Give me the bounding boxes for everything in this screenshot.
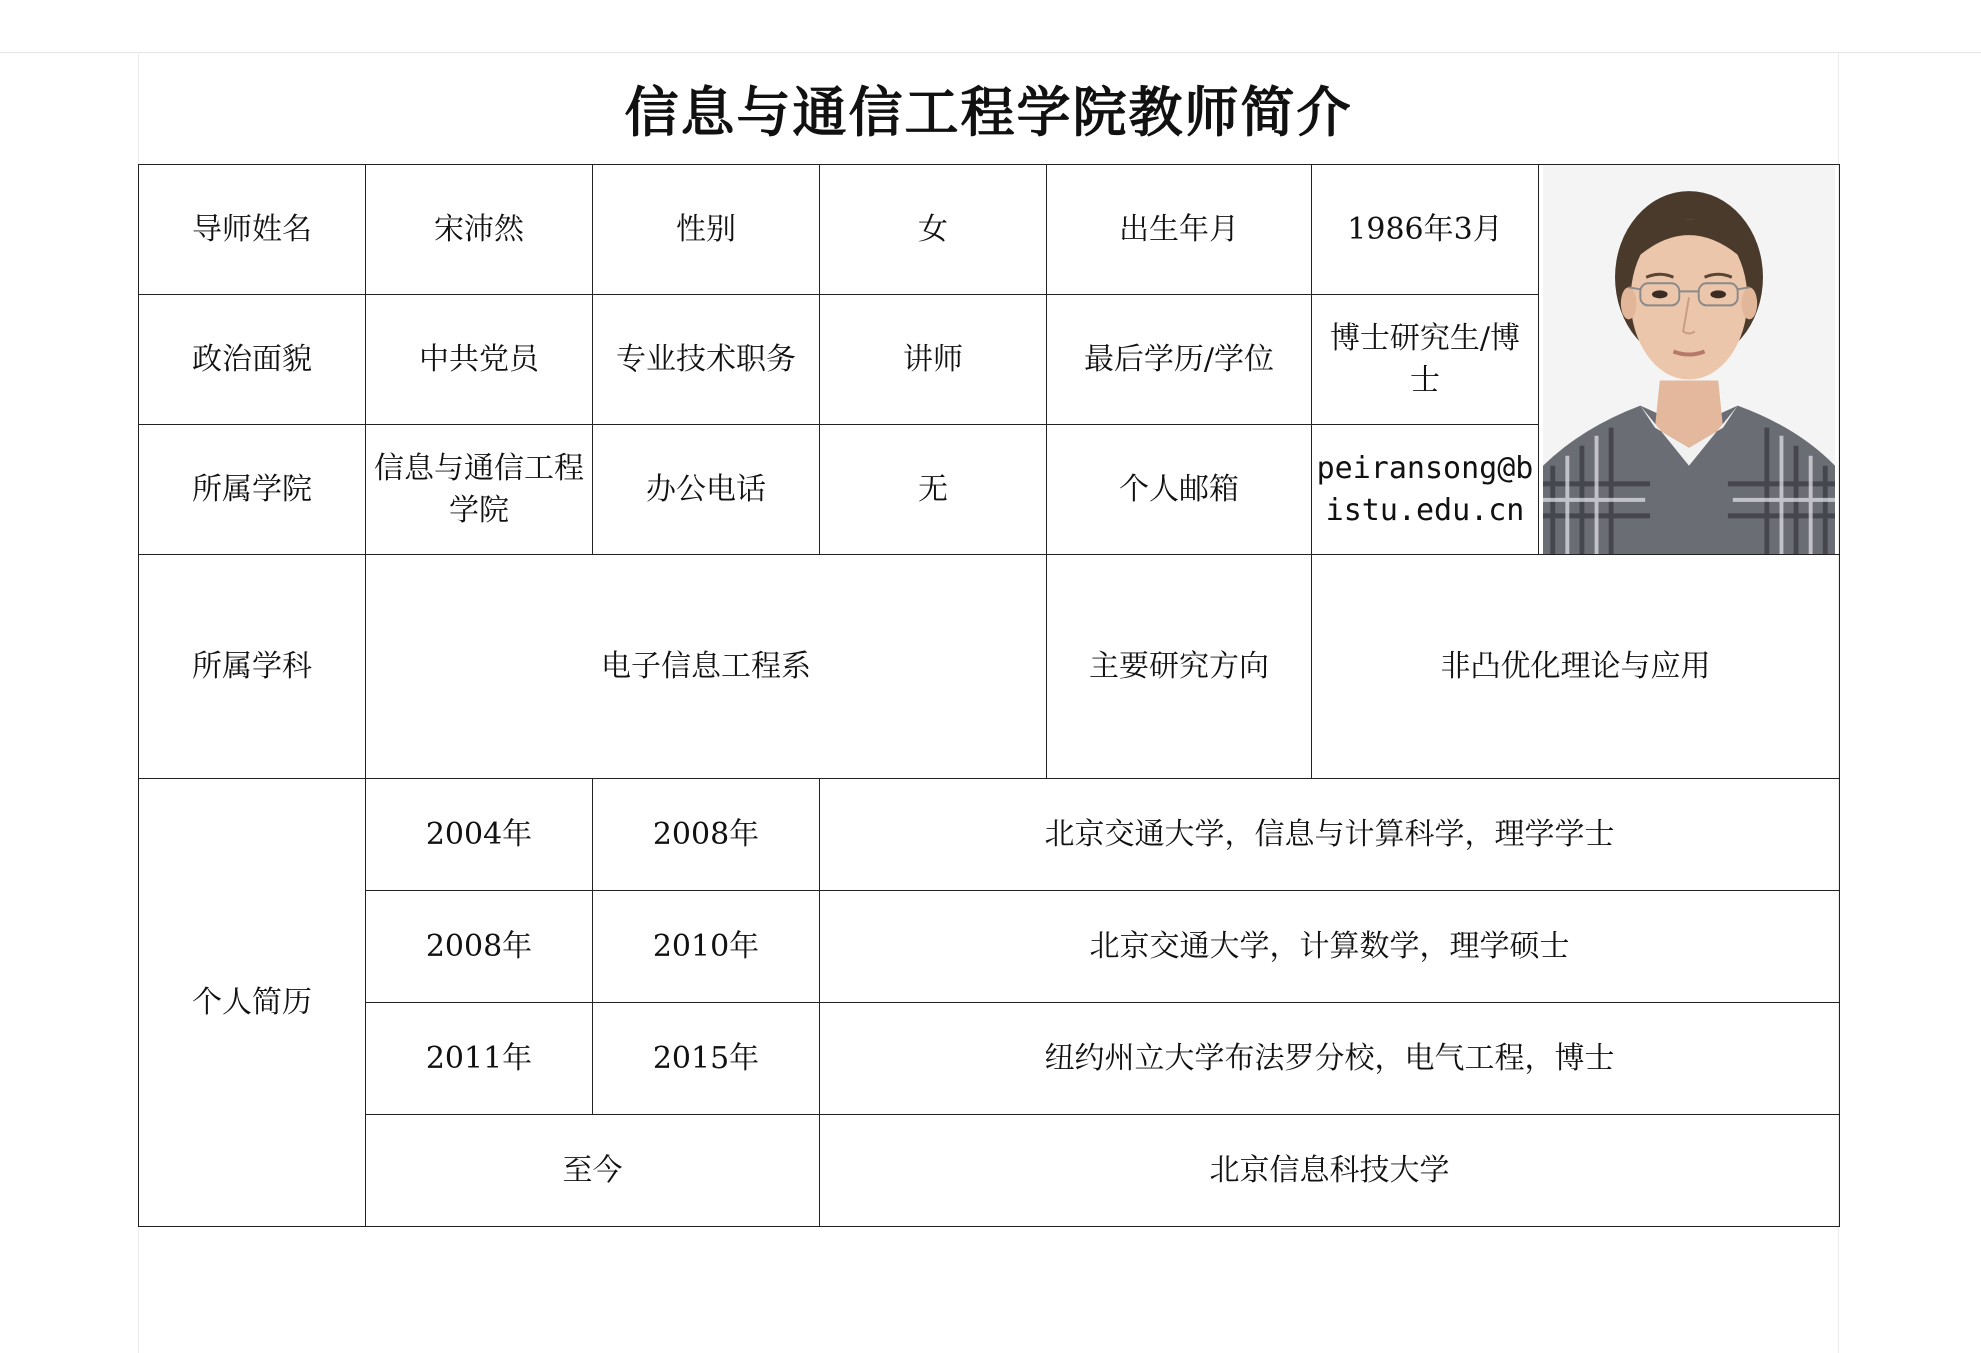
profile-table xyxy=(138,164,1840,1227)
portrait-photo xyxy=(1543,165,1835,554)
document-title: 信息与通信工程学院教师简介 xyxy=(624,80,1353,144)
value-phone: 无 xyxy=(820,425,1047,555)
label-political: 政治面貌 xyxy=(139,295,366,425)
value-name: 宋沛然 xyxy=(366,165,593,295)
resume-end: 2015年 xyxy=(593,1003,820,1115)
value-birth: 1986年3月 xyxy=(1312,165,1539,295)
resume-start: 2011年 xyxy=(366,1003,593,1115)
resume-end: 2010年 xyxy=(593,891,820,1003)
value-college: 信息与通信工程学院 xyxy=(366,425,593,555)
current-desc: 北京信息科技大学 xyxy=(820,1115,1840,1227)
current-period: 至今 xyxy=(366,1115,820,1227)
value-political: 中共党员 xyxy=(366,295,593,425)
label-phone: 办公电话 xyxy=(593,425,820,555)
label-degree: 最后学历/学位 xyxy=(1047,295,1312,425)
label-birth: 出生年月 xyxy=(1047,165,1312,295)
label-email: 个人邮箱 xyxy=(1047,425,1312,555)
resume-end: 2008年 xyxy=(593,779,820,891)
value-title: 讲师 xyxy=(820,295,1047,425)
resume-start: 2004年 xyxy=(366,779,593,891)
value-degree: 博士研究生/博士 xyxy=(1312,295,1539,425)
resume-desc: 北京交通大学，计算数学，理学硕士 xyxy=(820,891,1840,1003)
label-title: 专业技术职务 xyxy=(593,295,820,425)
resume-desc: 纽约州立大学布法罗分校，电气工程，博士 xyxy=(820,1003,1840,1115)
value-research: 非凸优化理论与应用 xyxy=(1312,555,1840,779)
label-resume: 个人简历 xyxy=(139,779,366,1227)
photo-cell xyxy=(1539,165,1840,555)
top-divider xyxy=(0,0,1981,53)
value-gender: 女 xyxy=(820,165,1047,295)
label-gender: 性别 xyxy=(593,165,820,295)
label-college: 所属学院 xyxy=(139,425,366,555)
label-research: 主要研究方向 xyxy=(1047,555,1312,779)
resume-desc: 北京交通大学，信息与计算科学，理学学士 xyxy=(820,779,1840,891)
label-name: 导师姓名 xyxy=(139,165,366,295)
value-discipline: 电子信息工程系 xyxy=(366,555,1047,779)
value-email: peiransong@bistu.edu.cn xyxy=(1312,425,1539,555)
label-discipline: 所属学科 xyxy=(139,555,366,779)
resume-start: 2008年 xyxy=(366,891,593,1003)
